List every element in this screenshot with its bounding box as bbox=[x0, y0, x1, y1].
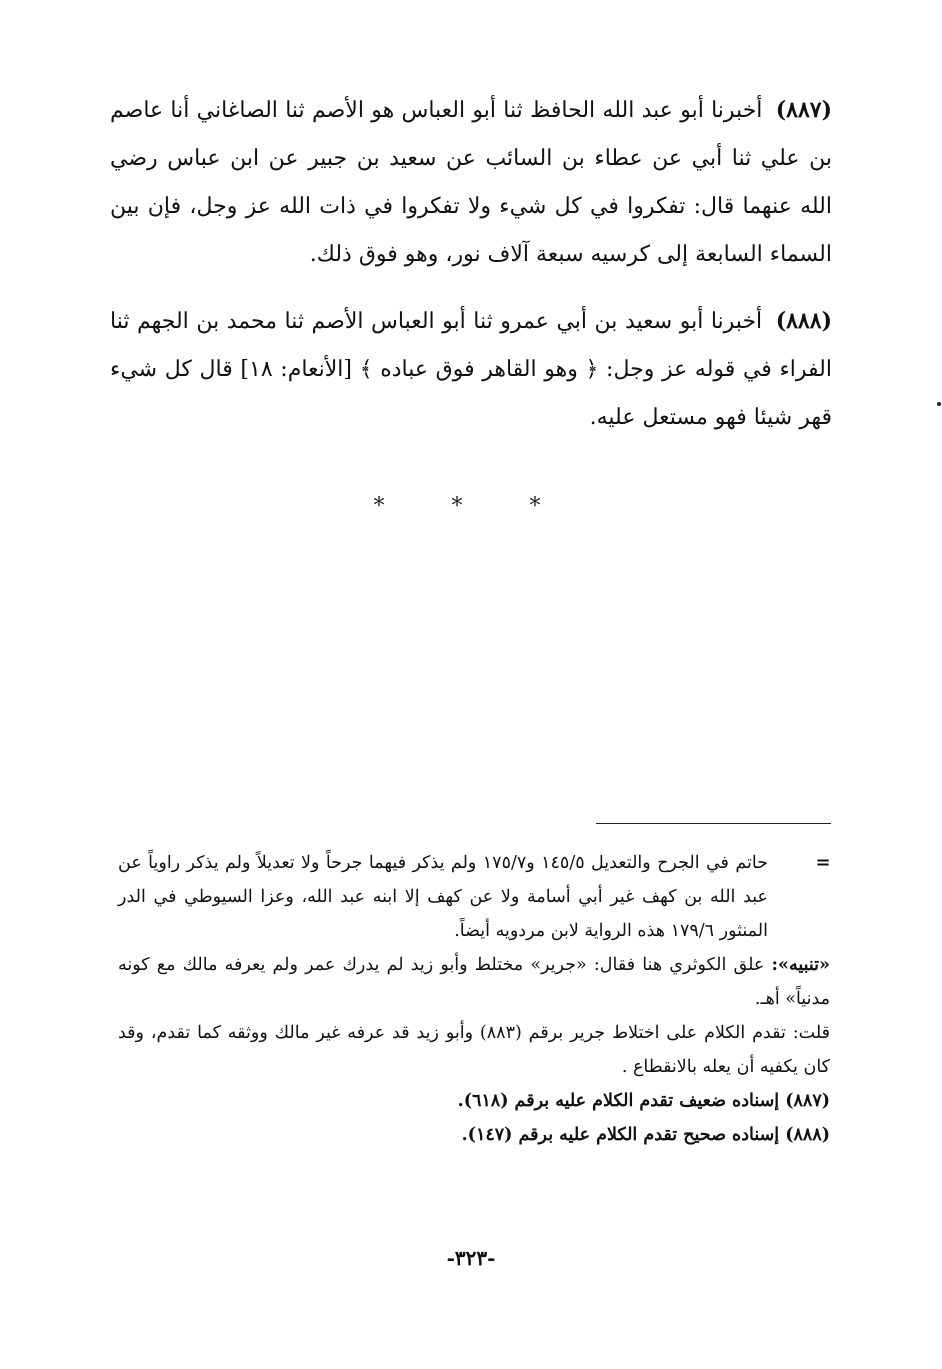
page-number: -٣٢٣- bbox=[446, 1246, 496, 1270]
footnote-qult: قلت: تقدم الكلام على اختلاط جرير برقم (٨٨٣) وأبو زيد قد عرفه غير مالك ووثقه كما تقدم، وقد كان يكفيه أن يعله بالانقطاع . bbox=[118, 1023, 830, 1077]
main-text bbox=[110, 86, 832, 442]
hadith-887 bbox=[110, 86, 832, 279]
footnotes bbox=[118, 846, 830, 1152]
hadith-888 bbox=[110, 297, 832, 442]
hadith-number: (٨٨٨) bbox=[775, 308, 832, 334]
hadith-text: أخبرنا أبو سعيد بن أبي عمرو ثنا أبو العباس الأصم ثنا محمد بن الجهم ثنا الفراء في قوله عز وجل: ﴿ وهو القاهر فوق عباده ﴾ [الأنعام: ١٨] قال كل شيء قهر شيئا فهو مستعل عليه. bbox=[110, 309, 832, 430]
footnote-887: (٨٨٧) إسناده ضعيف تقدم الكلام عليه برقم (٦١٨). bbox=[457, 1091, 830, 1111]
footnote-continuation: حاتم في الجرح والتعديل ١٤٥/٥ و١٧٥/٧ ولم يذكر فيهما جرحاً ولا تعديلاً ولم يذكر راوياً عن عبد الله بن كهف غير أبي أسامة ولا عن كهف إلا ابنه عبد الله، وعزا السيوطي في الدر المنثور ١٧٩/٦ هذه الرواية لابن مردويه أيضاً. bbox=[118, 853, 768, 941]
note-label: «تنبيه»: bbox=[771, 955, 830, 975]
margin-dot bbox=[937, 402, 941, 406]
section-separator: * * * bbox=[373, 494, 571, 519]
footnote-rule bbox=[596, 823, 831, 824]
footnote-note bbox=[118, 948, 830, 1016]
footnote-888: (٨٨٨) إسناده صحيح تقدم الكلام عليه برقم (١٤٧). bbox=[461, 1125, 830, 1145]
note-text: علق الكوثري هنا فقال: «جرير» مختلط وأبو زيد لم يدرك عمر ولم يعرفه مالك مع كونه مدنياً» أهـ. bbox=[118, 955, 830, 1009]
hadith-text: أخبرنا أبو عبد الله الحافظ ثنا أبو العباس هو الأصم ثنا الصاغاني أنا عاصم بن علي ثنا أبي عن عطاء بن السائب عن سعيد بن جبير عن ابن عباس رضي الله عنهما قال: تفكروا في كل شيء ولا تفكروا في ذات الله عز وجل، فإن بين السماء السابعة إلى كرسيه سبعة آلاف نور، وهو فوق ذلك. bbox=[110, 98, 832, 267]
continuation-marker: = bbox=[815, 852, 831, 873]
hadith-number: (٨٨٧) bbox=[775, 97, 832, 123]
